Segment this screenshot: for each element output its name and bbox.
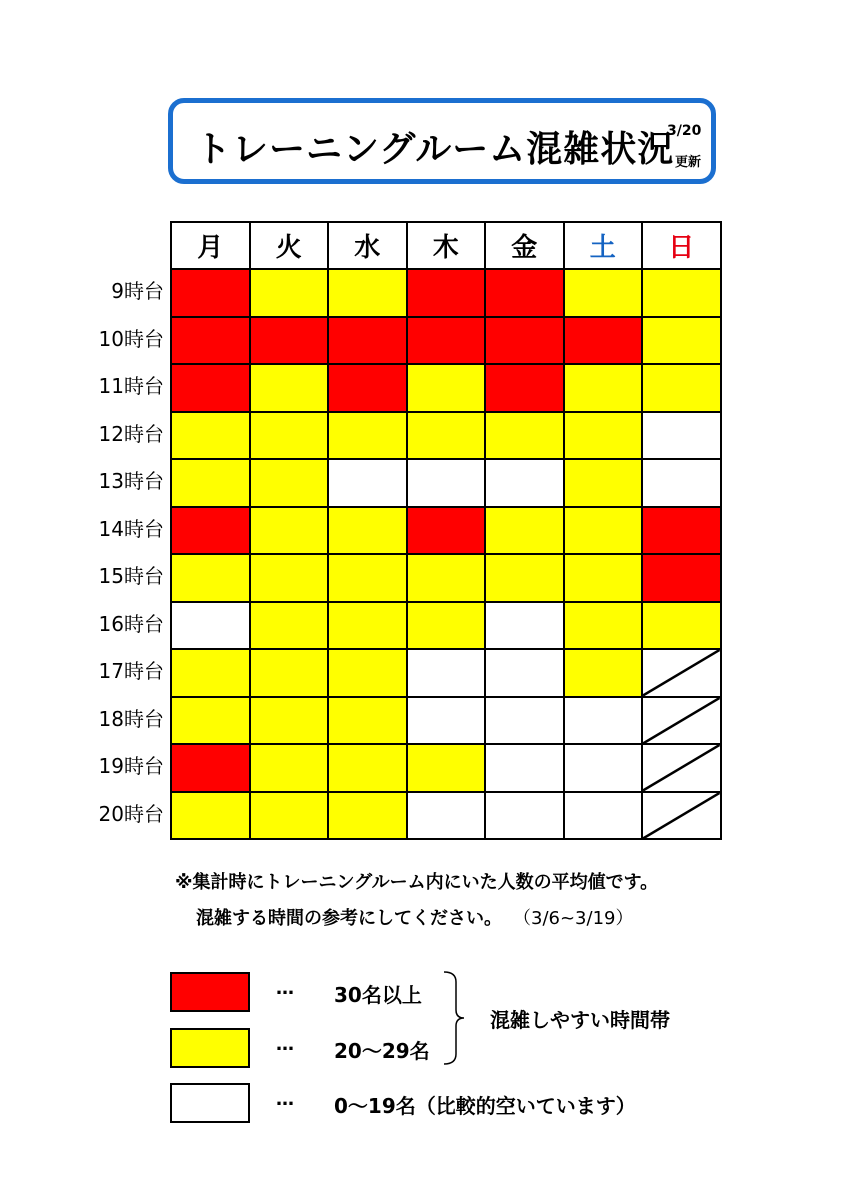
table-row (171, 649, 721, 697)
brace-icon (440, 970, 470, 1066)
legend-red-label: 30名以上 (334, 983, 422, 1007)
note-period: （3/6~3/19） (522, 908, 634, 929)
status-cell (485, 697, 564, 745)
legend-yellow-swatch (170, 1028, 250, 1068)
status-cell (171, 697, 250, 745)
status-cell (250, 317, 329, 365)
update-label: 更新 (675, 155, 702, 170)
legend-red-swatch (170, 972, 250, 1012)
status-cell (171, 792, 250, 840)
status-cell (250, 364, 329, 412)
diagonal-slash-icon (643, 745, 720, 791)
note-line-2-text: 混雑する時間の参考にしてください。 (196, 908, 502, 929)
status-cell (171, 412, 250, 460)
day-header-row (171, 222, 721, 269)
time-label: 12時台 (98, 421, 164, 446)
update-date: 3/20 (667, 123, 702, 139)
status-cell (642, 317, 721, 365)
table-row (171, 412, 721, 460)
status-cell (564, 792, 643, 840)
time-label: 15時台 (98, 564, 164, 588)
time-label: 9時台 (111, 279, 164, 303)
status-cell (328, 744, 407, 792)
status-cell (564, 507, 643, 555)
status-cell (250, 649, 329, 697)
status-cell (250, 269, 329, 317)
diagonal-slash-icon (643, 793, 720, 839)
legend-yellow-dots: … (276, 1034, 294, 1055)
time-label: 20時台 (98, 801, 164, 826)
page-title: トレーニングルーム混雑状況 (195, 129, 675, 170)
status-cell (407, 649, 486, 697)
status-cell (564, 554, 643, 602)
time-label: 10時台 (98, 326, 164, 351)
status-cell (328, 317, 407, 365)
day-header-sat: 土 (564, 222, 643, 269)
status-cell (171, 364, 250, 412)
status-cell (407, 744, 486, 792)
status-cell (407, 697, 486, 745)
status-cell (564, 697, 643, 745)
time-label: 13時台 (98, 469, 164, 493)
status-cell (407, 269, 486, 317)
status-cell (407, 459, 486, 507)
status-cell (564, 269, 643, 317)
status-cell (407, 792, 486, 840)
status-cell (485, 507, 564, 555)
status-cell (642, 412, 721, 460)
status-cell (171, 744, 250, 792)
time-label: 16時台 (98, 611, 164, 636)
status-cell (485, 459, 564, 507)
table-row (171, 364, 721, 412)
status-cell (328, 364, 407, 412)
status-cell (407, 602, 486, 650)
table-row (171, 697, 721, 745)
status-cell (328, 507, 407, 555)
status-cell (564, 364, 643, 412)
closed-cell (642, 792, 721, 840)
table-row (171, 602, 721, 650)
closed-cell (642, 649, 721, 697)
status-cell (642, 507, 721, 555)
time-label: 18時台 (98, 706, 164, 731)
status-cell (250, 792, 329, 840)
status-cell (328, 649, 407, 697)
status-cell (250, 744, 329, 792)
status-cell (485, 269, 564, 317)
status-cell (642, 459, 721, 507)
table-row (171, 459, 721, 507)
status-cell (328, 269, 407, 317)
table-row (171, 317, 721, 365)
status-cell (485, 554, 564, 602)
day-header-mon: 月 (171, 222, 250, 269)
status-cell (328, 792, 407, 840)
status-cell (485, 317, 564, 365)
status-cell (250, 602, 329, 650)
status-cell (485, 649, 564, 697)
status-cell (171, 554, 250, 602)
legend-white-dots: … (276, 1089, 294, 1110)
status-cell (485, 364, 564, 412)
status-cell (485, 602, 564, 650)
status-cell (328, 412, 407, 460)
status-cell (564, 459, 643, 507)
time-label: 17時台 (98, 659, 164, 683)
day-header-wed: 水 (328, 222, 407, 269)
status-cell (407, 554, 486, 602)
status-cell (642, 364, 721, 412)
status-cell (250, 507, 329, 555)
busy-hours-label: 混雑しやすい時間帯 (490, 1008, 670, 1032)
legend-white-label: 0〜19名（比較的空いています） (334, 1094, 636, 1118)
status-cell (171, 269, 250, 317)
status-cell (564, 649, 643, 697)
table-row (171, 554, 721, 602)
day-header-tue: 火 (250, 222, 329, 269)
time-label: 11時台 (98, 374, 164, 398)
legend-yellow-label: 20〜29名 (334, 1039, 430, 1063)
status-cell (171, 459, 250, 507)
status-cell (564, 317, 643, 365)
status-cell (485, 792, 564, 840)
day-header-fri: 金 (485, 222, 564, 269)
status-cell (485, 412, 564, 460)
closed-cell (642, 744, 721, 792)
status-cell (250, 697, 329, 745)
table-body (171, 269, 721, 839)
congestion-table (170, 221, 722, 840)
status-cell (328, 459, 407, 507)
title-box (168, 98, 716, 184)
status-cell (642, 269, 721, 317)
status-cell (564, 602, 643, 650)
status-cell (250, 554, 329, 602)
status-cell (407, 507, 486, 555)
status-cell (328, 602, 407, 650)
status-cell (171, 649, 250, 697)
status-cell (564, 744, 643, 792)
note-line-2 (196, 904, 633, 930)
diagonal-slash-icon (643, 650, 720, 696)
status-cell (485, 744, 564, 792)
status-cell (328, 697, 407, 745)
time-label: 14時台 (98, 516, 164, 541)
status-cell (171, 317, 250, 365)
day-header-thu: 木 (407, 222, 486, 269)
table-row (171, 744, 721, 792)
status-cell (564, 412, 643, 460)
legend-white-swatch (170, 1083, 250, 1123)
closed-cell (642, 697, 721, 745)
day-header-sun: 日 (642, 222, 721, 269)
status-cell (250, 412, 329, 460)
table-row (171, 792, 721, 840)
status-cell (642, 602, 721, 650)
status-cell (328, 554, 407, 602)
status-cell (171, 602, 250, 650)
table-row (171, 269, 721, 317)
diagonal-slash-icon (643, 698, 720, 744)
status-cell (171, 507, 250, 555)
legend-red-dots: … (276, 978, 294, 999)
table-row (171, 507, 721, 555)
status-cell (407, 317, 486, 365)
status-cell (250, 459, 329, 507)
time-label: 19時台 (98, 754, 164, 778)
status-cell (407, 412, 486, 460)
status-cell (642, 554, 721, 602)
note-line-1: ※集計時にトレーニングルーム内にいた人数の平均値です。 (175, 872, 659, 893)
status-cell (407, 364, 486, 412)
